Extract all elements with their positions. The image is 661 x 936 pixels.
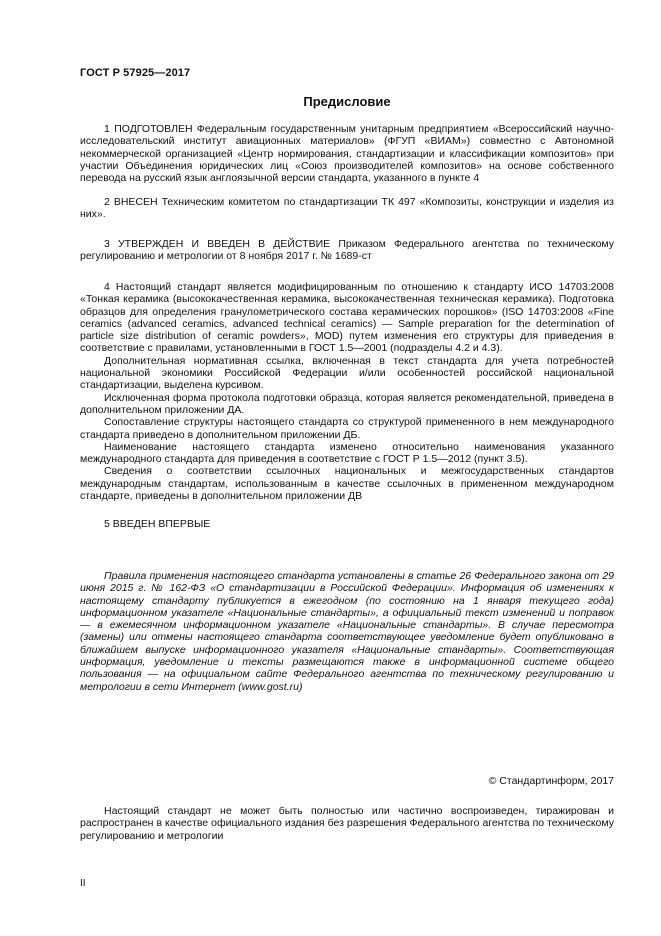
copyright-line: © Стандартинформ, 2017 [488,775,614,787]
section-4-paragraph: Сведения о соответствии ссылочных национальных и межгосударственных стандартов международным стандартам, использованным в качестве ссылочных в примененном международном стандарте, приведены в дополнительном приложении ДВ [80,465,614,503]
section-4-paragraph: Дополнительная нормативная ссылка, включенная в текст стандарта для учета потребностей национальной экономики Российской Федерации и/или особенностей российской национальной стандартизации, выделена курсивом. [80,354,614,392]
section-5 [80,518,614,530]
section-4-paragraph: 4 Настоящий стандарт является модифицированным по отношению к стандарту ИСО 14703:2008 «Тонкая керамика (высококачественная керамика, высококачественная техническая керамика). Подготовка образцов для определения гранулометрического состава керамических порошков» (ISO 14703:2008 «Fine ceramics (advanced ceramics, advanced technical ceramics) — Sample preparation for the determination of particle size distribution of ceramic powders», MOD) путем изменения его структуры для приведения в соответствие с правилами, установленными в ГОСТ 1.5—2001 (подразделы 4.2 и 4.3). [80,281,614,355]
reproduction-notice-text: Настоящий стандарт не может быть полностью или частично воспроизведен, тиражирован и распространен в качестве официального издания без разрешения Федерального агентства по техническому регулированию и метрологии [80,805,614,842]
rules-notice [80,570,614,693]
section-4-paragraph: Сопоставление структуры настоящего стандарта со структурой примененного в нем международного стандарта приведено в дополнительном приложении ДБ. [80,416,614,441]
document-code: ГОСТ Р 57925—2017 [80,67,191,79]
section-5-text: 5 ВВЕДЕН ВПЕРВЫЕ [104,518,211,530]
section-3 [80,238,614,263]
section-2-text: 2 ВНЕСЕН Техническим комитетом по стандартизации ТК 497 «Композиты, конструкции и изделия из них». [80,196,614,221]
section-4-paragraph: Исключенная форма протокола подготовки образца, которая является рекомендательной, приведена в дополнительном приложении ДА. [80,391,614,416]
section-4 [80,281,614,502]
section-4-paragraph: Наименование настоящего стандарта изменено относительно наименования указанного международного стандарта для приведения в соответствие с ГОСТ Р 1.5—2012 (пункт 3.5). [80,440,614,466]
rules-notice-text: Правила применения настоящего стандарта установлены в статье 26 Федерального закона от 29 июня 2015 г. № 162-ФЗ «О стандартизации в Российской Федерации». Информация об изменениях к настоящему стандарту публикуется в ежегодном (по состоянию на 1 января текущего года) информационном указателе «Национальные стандарты», а официальный текст изменений и поправок — в ежемесячном информационном указателе «Национальные стандарты». В случае пересмотра (замены) или отмены настоящего стандарта соответствующее уведомление будет опубликовано в ближайшем выпуске информационного указателя «Национальные стандарты». Соответствующая информация, уведомление и тексты размещаются также в информационной системе общего пользования — на официальном сайте Федерального агентства по техническому регулированию и метрологии в сети Интернет (www.gost.ru) [80,570,614,693]
section-2 [80,196,614,221]
page-number: II [80,878,86,889]
section-1 [80,123,614,184]
page-title: Предисловие [303,94,391,109]
section-1-text: 1 ПОДГОТОВЛЕН Федеральным государственным унитарным предприятием «Всероссийский научно-исследовательский институт авиационных материалов» (ФГУП «ВИАМ») совместно с Автономной некоммерческой организацией «Центр нормирования, стандартизации и классификации композитов» при участии Объединения юридических лиц «Союз производителей композитов» на основе собственного перевода на русский язык англоязычной версии стандарта, указанного в пункте 4 [80,123,614,185]
reproduction-notice [80,805,614,842]
section-3-text: 3 УТВЕРЖДЕН И ВВЕДЕН В ДЕЙСТВИЕ Приказом Федерального агентства по техническому регулированию и метрологии от 8 ноября 2017 г. № 1689-ст [80,238,614,263]
